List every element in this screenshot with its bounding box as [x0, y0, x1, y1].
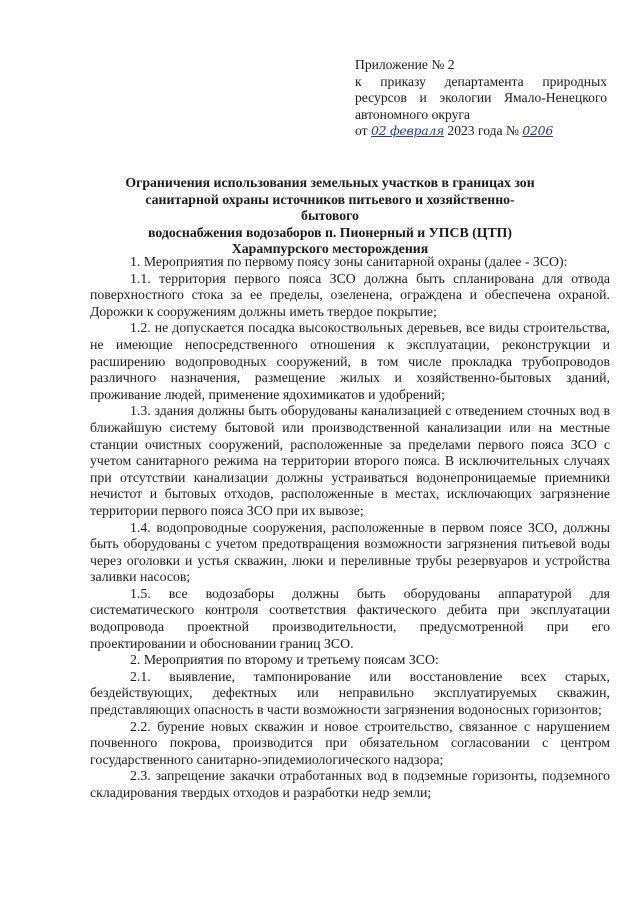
title-line-4: Харампурского месторождения: [231, 241, 429, 257]
paragraph-2-1: [90, 669, 610, 719]
paragraph-number: 1.2.: [130, 320, 151, 336]
paragraph-number: 2.1.: [130, 668, 151, 684]
annex-line-2: ресурсов и экологии Ямало-Ненецкого: [355, 90, 607, 105]
paragraph-1: [90, 254, 610, 271]
paragraph-text: бурение новых скважин и новое строительство, связанное с нарушением почвенного покрова, производится при обязательном согласовании с центром государственного санитарно-эпидемиологического надзора;: [90, 718, 610, 767]
title-line-2: санитарной охраны источников питьевого и хозяйственно-бытового: [145, 191, 515, 224]
document-body: [90, 254, 610, 802]
paragraph-number: 1.1.: [130, 270, 151, 286]
paragraph-1-5: [90, 586, 610, 652]
paragraph-number: 2.3.: [130, 768, 151, 784]
paragraph-2: [90, 652, 610, 669]
paragraph-text: все водозаборы должны быть оборудованы аппаратурой для систематического контроля соответствия фактического дебита при эксплуатации водопровода проектной производительности, предусмотренной при его проектировании и обосновании границ ЗСО.: [90, 585, 610, 651]
annex-title: Приложение № 2: [355, 57, 455, 72]
document-title: [120, 175, 540, 258]
paragraph-number: 1.: [130, 254, 141, 269]
paragraph-1-2: [90, 320, 610, 403]
paragraph-number: 2.: [130, 652, 141, 668]
paragraph-number: 1.5.: [130, 585, 151, 601]
paragraph-1-1: [90, 271, 610, 321]
paragraph-2-2: [90, 719, 610, 769]
title-line-3: водоснабжения водозаборов п. Пионерный и УПСВ (ЦТП): [148, 224, 512, 240]
paragraph-2-3: [90, 768, 610, 801]
paragraph-number: 2.2.: [130, 718, 151, 734]
paragraph-text: Мероприятия по первому поясу зоны санитарной охраны (далее - ЗСО):: [143, 254, 568, 269]
paragraph-1-3: [90, 403, 610, 519]
paragraph-1-4: [90, 520, 610, 586]
paragraph-text: выявление, тампонирование или восстановление всех старых, бездействующих, дефектных или неправильно эксплуатируемых скважин, представляющих опасность в части возможности загрязнения водоносных горизонтов;: [90, 668, 611, 718]
annex-date-prefix: от: [355, 123, 368, 138]
annex-date-year: 2023 года №: [447, 123, 519, 138]
annex-block: [355, 57, 607, 140]
paragraph-number: 1.4.: [130, 519, 151, 535]
paragraph-text: здания должны быть оборудованы канализацией с отведением сточных вод в ближайшую систему бытовой или производственной канализации или на местные станции очистных сооружений, расположенные за пределами первого пояса ЗСО с учетом санитарного режима на территории второго пояса. В исключительных случаях при отсутствии канализации должны устраиваться водонепроницаемые приемники нечистот и бытовых отходов, расположенные в местах, исключающих загрязнение территории первого пояса ЗСО при их вывозе;: [90, 403, 611, 518]
annex-line-1: к приказу департамента природных: [355, 73, 607, 89]
paragraph-number: 1.3.: [130, 403, 151, 419]
paragraph-text: водопроводные сооружения, расположенные в первом поясе ЗСО, должны быть оборудованы с учетом предотвращения возможности загрязнения питьевой воды через оголовки и устья скважин, люки и переливные трубы резервуаров и устройства заливки насосов;: [90, 519, 611, 585]
paragraph-text: территория первого пояса ЗСО должна быть спланирована для отвода поверхностного стока за ее пределы, озеленена, ограждена и обеспечена охраной. Дорожки к сооружениям должны иметь твердое покрытие;: [90, 270, 610, 319]
annex-line-3: автономного округа: [355, 106, 471, 122]
title-line-1: Ограничения использования земельных участков в границах зон: [125, 175, 535, 190]
paragraph-text: Мероприятия по второму и третьему поясам ЗСО:: [143, 652, 439, 668]
paragraph-text: не допускается посадка высокоствольных деревьев, все виды строительства, не имеющие непосредственного отношения к эксплуатации, реконструкции и расширению водопроводных сооружений, в том числе прокладка трубопроводов различного назначения, размещение жилых и хозяйственно-бытовых зданий, проживание людей, применение ядохимикатов и удобрений;: [90, 320, 610, 402]
paragraph-text: запрещение закачки отработанных вод в подземные горизонты, подземного складирования твердых отходов и разработки недр земли;: [90, 768, 610, 800]
handwritten-date: 02 февраля: [370, 123, 444, 138]
annex-date-line: [355, 123, 607, 140]
handwritten-order-number: 0206: [522, 123, 553, 138]
